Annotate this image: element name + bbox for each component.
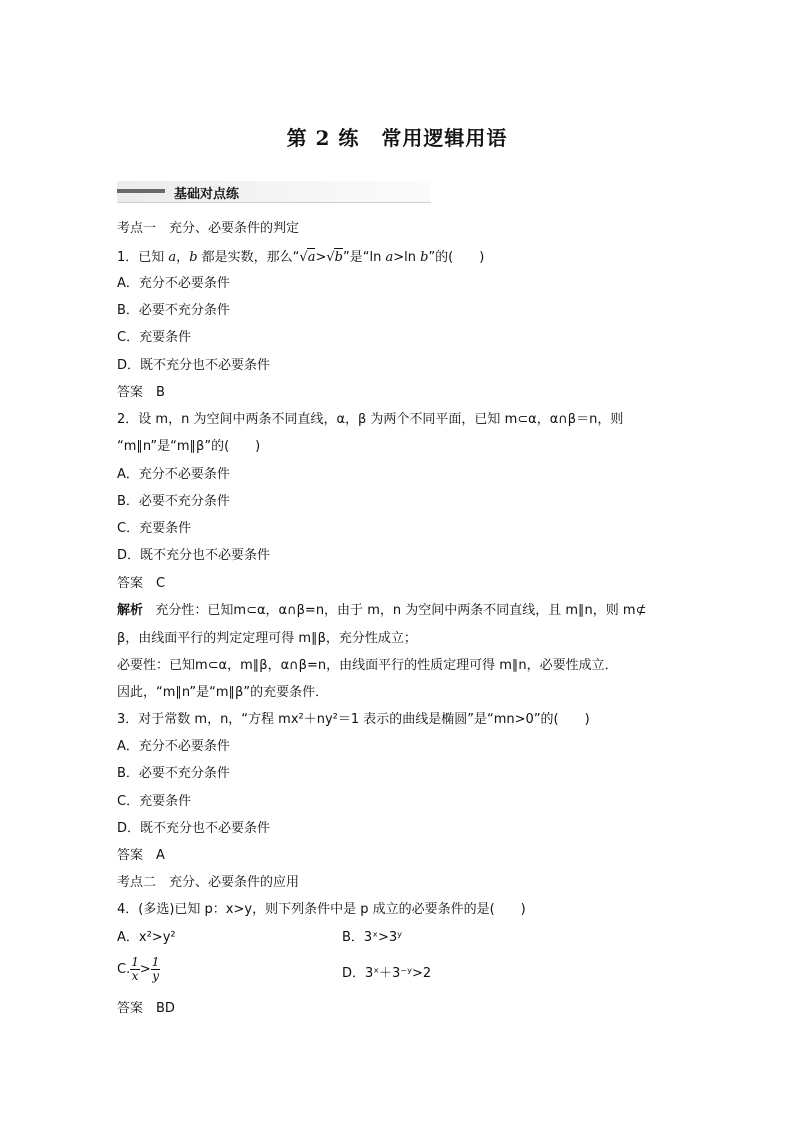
answer-3: 答案 A xyxy=(117,848,165,863)
knowledge-point-2: 考点二 充分、必要条件的应用 xyxy=(117,875,300,890)
answer-2: 答案 C xyxy=(117,576,166,591)
section-label: 基础对点练 xyxy=(174,187,240,202)
question-3: 3．对于常数 m，n，“方程 mx²＋ny²＝1 表示的曲线是椭圆”是“mn>0”的( ) xyxy=(117,712,590,727)
answer-4: 答案 BD xyxy=(117,1001,175,1016)
solution-head: 解析 xyxy=(117,603,144,618)
q3-option-b: B．必要不充分条件 xyxy=(117,766,230,781)
q2-option-c: C．充要条件 xyxy=(117,521,192,536)
title-topic: 常用逻辑用语 xyxy=(381,126,508,150)
q4-option-c: C. $\frac{1}{x}$ > $\frac{1}{y}$ xyxy=(117,955,160,983)
section-bar-decoration xyxy=(117,189,165,193)
q1-option-b: B．必要不充分条件 xyxy=(117,303,230,318)
q3-option-c: C．充要条件 xyxy=(117,794,192,809)
section-header xyxy=(117,181,431,203)
q2-option-d: D．既不充分也不必要条件 xyxy=(117,548,271,563)
q1-option-a: A．充分不必要条件 xyxy=(117,276,230,291)
q3-option-a: A．充分不必要条件 xyxy=(117,739,230,754)
q4-option-a: A．x²>y² xyxy=(117,930,176,945)
solution-line-4: 因此，“m∥n”是“m∥β”的充要条件． xyxy=(117,685,329,700)
solution-line-2: β，由线面平行的判定定理可得 m∥β，充分性成立； xyxy=(117,631,417,646)
question-4: 4．(多选)已知 p：x>y，则下列条件中是 p 成立的必要条件的是( ) xyxy=(117,902,526,917)
q1-option-c: C．充要条件 xyxy=(117,330,192,345)
title-number: 第 2 练 xyxy=(286,126,360,150)
knowledge-point-1: 考点一 充分、必要条件的判定 xyxy=(117,221,300,236)
question-2-line-1: 2．设 m，n 为空间中两条不同直线，α，β 为两个不同平面，已知 m⊂α，α∩β＝n，则 xyxy=(117,412,624,427)
q4-option-b: B．3ˣ>3ʸ xyxy=(342,930,402,945)
q1-option-d: D．既不充分也不必要条件 xyxy=(117,358,271,373)
solution-line-3: 必要性：已知m⊂α，m∥β，α∩β=n，由线面平行的性质定理可得 m∥n，必要性成立． xyxy=(117,658,618,673)
sqrt-b: √b xyxy=(326,250,343,265)
q2-option-a: A．充分不必要条件 xyxy=(117,467,230,482)
solution-line-1: 解析 充分性：已知m⊂α，α∩β=n，由于 m，n 为空间中两条不同直线，且 m∥n，则 m⊄ xyxy=(117,603,647,618)
q4-option-d: D．3ˣ＋3⁻ʸ>2 xyxy=(342,966,432,981)
question-1: 1．已知 a，b 都是实数，那么“√a>√b”是“ln a>ln b”的( ) xyxy=(117,250,485,265)
question-2-line-2: “m∥n”是“m∥β”的( ) xyxy=(117,439,261,454)
page-title xyxy=(0,122,794,151)
answer-1: 答案 B xyxy=(117,385,165,400)
sqrt-a: √a xyxy=(299,250,316,265)
q2-option-b: B．必要不充分条件 xyxy=(117,494,230,509)
fraction-1-over-y: $\frac{1}{y}$ xyxy=(151,955,160,983)
fraction-1-over-x: $\frac{1}{x}$ xyxy=(131,955,139,983)
q3-option-d: D．既不充分也不必要条件 xyxy=(117,821,271,836)
